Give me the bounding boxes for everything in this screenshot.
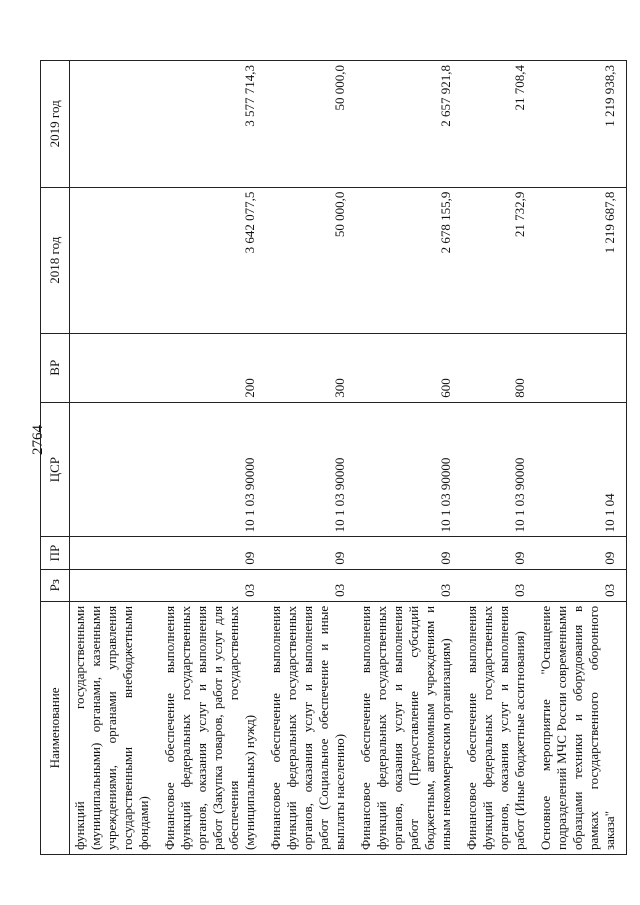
cell-2019 [70, 61, 161, 188]
cell-rz: 03 [536, 569, 627, 601]
cell-vr: 200 [160, 333, 266, 402]
header-2019: 2019 год [41, 61, 70, 188]
cell-name: Финансовое обеспечение выполнения функций федеральных государственных органов, оказания услуг и выполнения работ (Предоставление субсидий бюджетным, автономным учреждениям и иным некоммерческим организациям) [356, 601, 462, 854]
header-name: Наименование [41, 601, 70, 854]
cell-2019: 1 219 938,3 [536, 61, 627, 188]
cell-pr [70, 537, 161, 569]
cell-vr [536, 333, 627, 402]
cell-2018: 50 000,0 [266, 187, 356, 333]
table-row [536, 61, 627, 855]
cell-rz: 03 [462, 569, 536, 601]
table-row [160, 61, 266, 855]
cell-csr [70, 402, 161, 537]
cell-name: Финансовое обеспечение выполнения функций федеральных государственных органов, оказания услуг и выполнения работ (Закупка товаров, работ и услуг для обеспечения государственных (муниципальных) нужд) [160, 601, 266, 854]
cell-2018: 1 219 687,8 [536, 187, 627, 333]
table-header-row [41, 61, 70, 855]
cell-2019: 2 657 921,8 [356, 61, 462, 188]
header-pr: ПР [41, 537, 70, 569]
table-row [70, 61, 161, 855]
cell-pr: 09 [160, 537, 266, 569]
cell-rz: 03 [356, 569, 462, 601]
header-2018: 2018 год [41, 187, 70, 333]
cell-rz [70, 569, 161, 601]
cell-2018 [70, 187, 161, 333]
cell-rz: 03 [160, 569, 266, 601]
cell-vr: 300 [266, 333, 356, 402]
cell-vr [70, 333, 161, 402]
cell-pr: 09 [266, 537, 356, 569]
rotated-page-content [40, 60, 617, 855]
cell-2019: 21 708,4 [462, 61, 536, 188]
cell-2019: 3 577 714,3 [160, 61, 266, 188]
cell-name: Основное мероприятие "Оснащение подразделений МЧС России современными образцами техники и оборудования в рамках государственного оборонного заказа" [536, 601, 627, 854]
cell-vr: 800 [462, 333, 536, 402]
cell-pr: 09 [356, 537, 462, 569]
cell-2018: 21 732,9 [462, 187, 536, 333]
cell-csr: 10 1 03 90000 [266, 402, 356, 537]
cell-name: Финансовое обеспечение выполнения функций федеральных государственных органов, оказания услуг и выполнения работ (Социальное обеспечение и иные выплаты населению) [266, 601, 356, 854]
cell-2018: 2 678 155,9 [356, 187, 462, 333]
budget-table [40, 60, 627, 855]
cell-csr: 10 1 03 90000 [462, 402, 536, 537]
cell-2019: 50 000,0 [266, 61, 356, 188]
cell-csr: 10 1 03 90000 [356, 402, 462, 537]
cell-rz: 03 [266, 569, 356, 601]
cell-pr: 09 [536, 537, 627, 569]
header-csr: ЦСР [41, 402, 70, 537]
table-row [266, 61, 356, 855]
cell-csr: 10 1 03 90000 [160, 402, 266, 537]
table-row [356, 61, 462, 855]
cell-pr: 09 [462, 537, 536, 569]
header-vr: ВР [41, 333, 70, 402]
cell-name: функций государственными (муниципальными) органами, казенными учреждениями, органами управления государственными внебюджетными фондами) [70, 601, 161, 854]
page-number: 2764 [30, 425, 46, 455]
cell-csr: 10 1 04 [536, 402, 627, 537]
cell-vr: 600 [356, 333, 462, 402]
cell-name: Финансовое обеспечение выполнения функций федеральных государственных органов, оказания услуг и выполнения работ (Иные бюджетные ассигнования) [462, 601, 536, 854]
cell-2018: 3 642 077,5 [160, 187, 266, 333]
table-row [462, 61, 536, 855]
header-rz: Рз [41, 569, 70, 601]
